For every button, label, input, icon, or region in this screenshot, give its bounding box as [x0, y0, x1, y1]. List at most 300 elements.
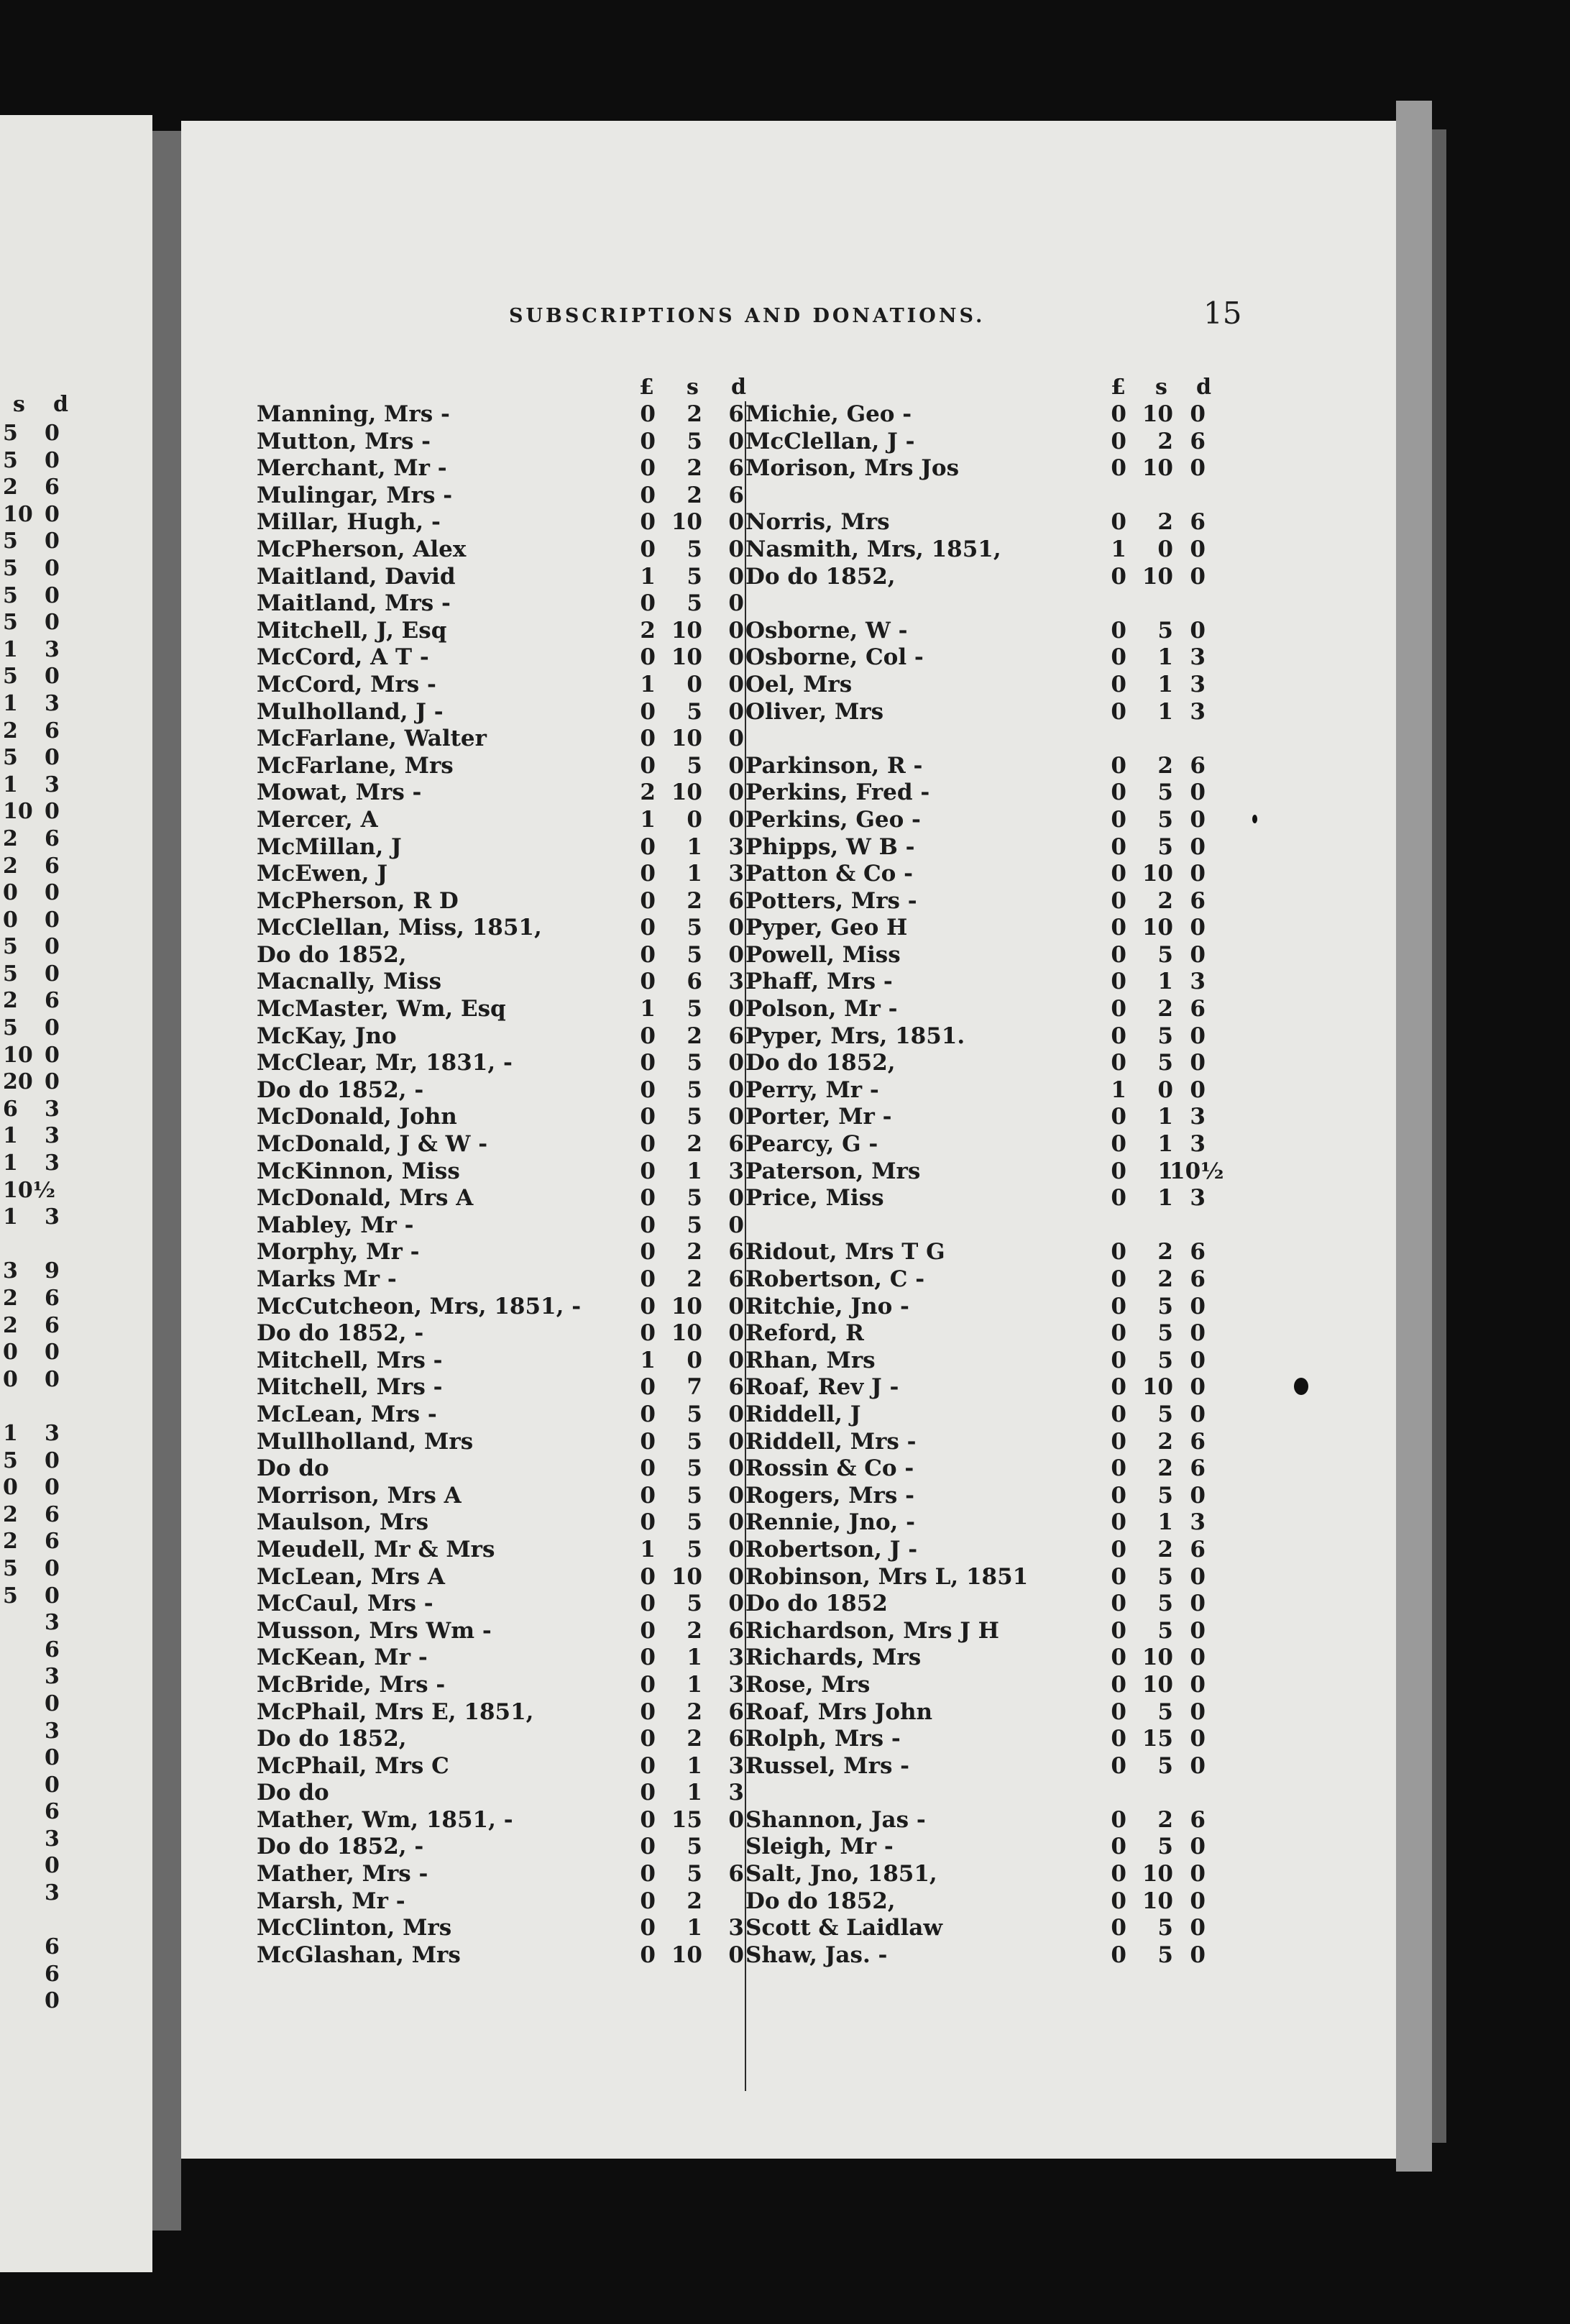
shillings-value: 6	[687, 969, 702, 995]
facing-pence-value: 3	[45, 1610, 60, 1636]
table-row	[257, 1807, 745, 1834]
table-row	[257, 969, 745, 996]
pence-value: 6	[728, 887, 744, 914]
pence-value: 0	[1190, 1320, 1206, 1347]
shillings-value: 5	[1157, 1563, 1173, 1590]
pounds-value: 0	[640, 455, 656, 482]
shillings-value: 5	[687, 1104, 702, 1130]
pounds-value: 0	[1111, 752, 1126, 779]
shillings-value: 2	[1157, 1536, 1173, 1563]
table-row	[745, 1941, 1206, 1970]
shillings-value: 1	[687, 1644, 702, 1671]
pence-value: 0	[1190, 1888, 1206, 1914]
subscriber-name: Osborne, Col -	[745, 644, 924, 671]
facing-pence-value: 6	[45, 1799, 60, 1825]
shillings-value: 5	[687, 1212, 702, 1238]
pounds-value: 0	[640, 1239, 656, 1266]
pounds-value: 0	[640, 1563, 656, 1590]
table-row	[257, 1212, 745, 1240]
facing-page-row	[0, 1421, 152, 1448]
facing-shilling-value: 0	[3, 907, 18, 933]
pound-header: £	[639, 375, 654, 400]
subscriber-name: McKinnon, Miss	[257, 1158, 460, 1184]
table-row	[745, 1428, 1206, 1456]
shillings-value: 2	[1157, 428, 1173, 454]
facing-page-row	[0, 1853, 152, 1880]
shillings-value: 2	[687, 401, 702, 427]
pounds-value: 0	[640, 969, 656, 995]
facing-pence-value: 6	[45, 1286, 60, 1311]
shillings-value: 2	[1157, 996, 1173, 1023]
pounds-value: 0	[1111, 1861, 1126, 1888]
table-row	[257, 644, 745, 672]
facing-shilling-value: 5	[3, 664, 18, 690]
facing-page-row	[0, 1340, 152, 1367]
table-row	[257, 1942, 745, 1970]
table-row	[257, 1483, 745, 1510]
table-row	[257, 779, 745, 807]
pence-value: 0	[728, 1591, 744, 1617]
pence-value: 0	[1190, 833, 1206, 860]
pence-value: 6	[728, 1239, 744, 1266]
shillings-value: 2	[1157, 1428, 1173, 1455]
shillings-value: 2	[687, 1698, 702, 1725]
pounds-value: 0	[1111, 1023, 1126, 1049]
shillings-value: 1	[1157, 1509, 1173, 1536]
pence-value: 0	[1190, 1941, 1206, 1968]
table-row	[257, 1644, 745, 1672]
facing-pence-value: 3	[45, 1826, 60, 1852]
pounds-value: 0	[1111, 1644, 1126, 1671]
subscriber-name: Morison, Mrs Jos	[745, 455, 960, 482]
pounds-value: 0	[1111, 1374, 1126, 1401]
pence-value: 0	[728, 1347, 744, 1373]
subscriber-name: McDonald, Mrs A	[257, 1185, 474, 1212]
pence-value: 0	[1190, 1563, 1206, 1590]
pounds-value: 0	[640, 428, 656, 454]
pounds-value: 0	[640, 1698, 656, 1725]
table-row	[257, 834, 745, 861]
pence-value: 6	[1190, 887, 1206, 914]
facing-pence-value: 3	[45, 1664, 60, 1690]
table-row	[257, 618, 745, 645]
pounds-value: 0	[1111, 833, 1126, 860]
shillings-value: 2	[1157, 509, 1173, 536]
pounds-value: 0	[640, 1131, 656, 1158]
pounds-value: 0	[1111, 887, 1126, 914]
table-row	[257, 1699, 745, 1726]
pence-value: 0	[1190, 1293, 1206, 1319]
facing-pence-value: 0	[45, 1340, 60, 1365]
shillings-value: 5	[1157, 617, 1173, 644]
pence-value: 6	[1190, 1239, 1206, 1266]
shillings-value: 5	[687, 1428, 702, 1455]
facing-shilling-value: 5	[3, 1555, 18, 1581]
facing-page-row	[0, 1475, 152, 1502]
pounds-value: 0	[1111, 1158, 1126, 1184]
pence-value: 6	[728, 1617, 744, 1644]
table-row	[745, 1482, 1206, 1510]
facing-shilling-value: 2	[3, 1529, 18, 1555]
subscriber-name: Mitchell, Mrs -	[257, 1347, 443, 1373]
pence-value: 0	[1190, 1050, 1206, 1076]
facing-page-row	[0, 1097, 152, 1124]
table-row	[257, 942, 745, 969]
table-row	[257, 1320, 745, 1348]
pounds-value: 0	[640, 509, 656, 536]
subscriber-name: McFarlane, Walter	[257, 726, 487, 752]
facing-shilling-value: 0	[3, 1475, 18, 1501]
pounds-value: 0	[1111, 941, 1126, 968]
pounds-value: 0	[640, 887, 656, 914]
pounds-value: 0	[1111, 1293, 1126, 1319]
facing-pence-value: 3	[45, 1420, 60, 1446]
pence-value: 6	[728, 482, 744, 508]
pounds-value: 0	[640, 1374, 656, 1401]
pence-value: 0	[728, 509, 744, 536]
facing-pence-value: 0	[45, 1691, 60, 1716]
facing-page-row	[0, 961, 152, 989]
table-row	[745, 1915, 1206, 1942]
facing-pence-value: 6	[45, 1529, 60, 1555]
shillings-value: 5	[687, 1509, 702, 1536]
pence-value: 6	[1190, 1266, 1206, 1292]
shillings-value: 5	[1157, 1347, 1173, 1373]
subscriber-name: McCord, A T -	[257, 644, 429, 671]
pence-value: 3	[1190, 671, 1206, 697]
subscriber-name: Oliver, Mrs	[745, 698, 884, 725]
pence-value: 0	[1190, 1726, 1206, 1752]
facing-page-row	[0, 718, 152, 746]
facing-page-row	[0, 1502, 152, 1529]
facing-shilling-value: 0	[3, 880, 18, 906]
facing-page-row	[0, 826, 152, 854]
facing-pence-value: 6	[45, 853, 60, 879]
shillings-value: 1	[1157, 1104, 1173, 1130]
page-number: 15	[1203, 296, 1242, 331]
shillings-value: 5	[687, 563, 702, 590]
facing-page-row	[0, 556, 152, 583]
pounds-value: 0	[640, 752, 656, 779]
facing-shilling-value: 10½	[3, 1177, 56, 1203]
table-row	[745, 1374, 1206, 1401]
shillings-value: 2	[1157, 887, 1173, 914]
pounds-value: 1	[640, 563, 656, 590]
shillings-value: 2	[1157, 1806, 1173, 1833]
subscriber-name: Rose, Mrs	[745, 1671, 871, 1698]
pounds-value: 0	[640, 1726, 656, 1752]
shillings-value: 2	[687, 1888, 702, 1914]
subscriber-list-right	[745, 401, 1224, 1969]
facing-pence-value: 3	[45, 1123, 60, 1149]
pence-value: 3	[1190, 698, 1206, 725]
shillings-value: 2	[687, 1023, 702, 1049]
facing-page-row	[0, 854, 152, 881]
pence-value: 0	[1190, 1617, 1206, 1644]
pounds-value: 0	[640, 915, 656, 941]
pounds-value: 1	[640, 1536, 656, 1563]
subscriber-name: Potters, Mrs -	[745, 887, 917, 914]
pounds-value: 0	[1111, 455, 1126, 482]
table-row	[745, 563, 1206, 591]
shilling-header: s	[1155, 375, 1167, 400]
facing-page-row	[0, 529, 152, 556]
pence-value: 0	[1190, 617, 1206, 644]
pounds-value: 0	[640, 1212, 656, 1238]
pounds-value: 0	[640, 1941, 656, 1968]
pence-value: 0	[1190, 1482, 1206, 1509]
subscriber-name: McCutcheon, Mrs, 1851, -	[257, 1293, 582, 1319]
subscriber-name: Mulholland, J -	[257, 698, 444, 725]
pounds-value: 0	[640, 644, 656, 671]
subscriber-name: McKean, Mr -	[257, 1644, 428, 1671]
pence-value: 3	[728, 1752, 744, 1779]
pence-value: 6	[728, 401, 744, 427]
shillings-value: 10	[1142, 455, 1173, 482]
facing-shilling-value: 2	[3, 825, 18, 851]
shillings-value: 10	[1142, 563, 1173, 590]
subscriber-name: Do do 1852, -	[257, 1076, 424, 1103]
pounds-value: 0	[640, 590, 656, 617]
pounds-value: 0	[1111, 617, 1126, 644]
pence-value: 0	[728, 806, 744, 833]
shillings-value: 1	[687, 1752, 702, 1779]
subscriber-name: McCaul, Mrs -	[257, 1591, 433, 1617]
pence-value: 0	[728, 915, 744, 941]
subscriber-name: Nasmith, Mrs, 1851,	[745, 536, 1001, 562]
subscriber-name: Do do 1852, -	[257, 1834, 424, 1860]
shillings-value: 5	[687, 1834, 702, 1860]
table-row	[745, 1861, 1206, 1888]
shillings-value: 10	[1142, 915, 1173, 941]
facing-shilling-value: 2	[3, 1286, 18, 1311]
shillings-value: 5	[687, 996, 702, 1023]
facing-page-amounts	[0, 421, 152, 2016]
subscriber-name: Sleigh, Mr -	[745, 1834, 894, 1860]
pence-value: 3	[728, 1780, 744, 1806]
facing-shilling-value: 2	[3, 1312, 18, 1338]
table-row	[257, 482, 745, 510]
pounds-value: 0	[640, 1158, 656, 1184]
table-row	[745, 482, 1184, 510]
pounds-value: 0	[640, 482, 656, 508]
table-row	[257, 1834, 745, 1861]
facing-pence-value: 0	[45, 1042, 60, 1068]
facing-page-row	[0, 1204, 152, 1232]
shillings-value: 5	[687, 698, 702, 725]
shillings-value: 1	[687, 1915, 702, 1941]
pounds-value: 0	[1111, 1698, 1126, 1725]
table-row	[257, 699, 745, 726]
facing-page-row	[0, 1826, 152, 1854]
ink-blot	[1294, 1378, 1308, 1395]
subscriber-name: McMaster, Wm, Esq	[257, 996, 506, 1023]
pence-value: 0	[728, 752, 744, 779]
table-row	[257, 1401, 745, 1429]
subscriber-name: Marsh, Mr -	[257, 1888, 405, 1914]
facing-shilling-value: 5	[3, 529, 18, 554]
facing-pence-value: 3	[45, 1880, 60, 1906]
facing-pence-value: 6	[45, 1637, 60, 1662]
table-row	[257, 1564, 745, 1591]
table-row	[257, 1780, 745, 1807]
pence-value: 0	[1190, 1671, 1206, 1698]
subscriber-name: McPherson, R D	[257, 887, 459, 914]
pounds-value: 0	[1111, 996, 1126, 1023]
pence-value: 6	[1190, 1806, 1206, 1833]
pence-value: 0	[728, 617, 744, 644]
facing-page-row	[0, 1637, 152, 1665]
shillings-value: 5	[687, 1482, 702, 1509]
table-row	[745, 1347, 1206, 1375]
pence-value: 0	[728, 671, 744, 697]
shillings-value: 5	[687, 915, 702, 941]
subscriber-name: Mutton, Mrs -	[257, 428, 431, 454]
subscriber-name: Norris, Mrs	[745, 509, 890, 536]
pounds-value: 0	[1111, 1131, 1126, 1158]
pence-value: 0	[728, 563, 744, 590]
pence-value: 0	[728, 1455, 744, 1482]
pounds-value: 0	[640, 1050, 656, 1076]
shillings-value: 5	[1157, 833, 1173, 860]
table-row	[745, 644, 1206, 672]
pounds-value: 0	[1111, 1266, 1126, 1292]
table-row	[257, 1509, 745, 1537]
shillings-value: 1	[687, 861, 702, 887]
shillings-value: 5	[1157, 1482, 1173, 1509]
pounds-value: 0	[640, 1752, 656, 1779]
table-row	[257, 1185, 745, 1212]
pounds-value: 1	[1111, 536, 1126, 562]
pence-value: 0	[1190, 536, 1206, 562]
table-row	[745, 861, 1206, 888]
pence-value: 0	[1190, 779, 1206, 806]
facing-page-row	[0, 745, 152, 772]
shillings-value: 10	[1142, 1861, 1173, 1888]
subscriber-name: Scott & Laidlaw	[745, 1915, 943, 1941]
pence-value: 6	[1190, 1536, 1206, 1563]
facing-page-row	[0, 1150, 152, 1178]
facing-page-row	[0, 772, 152, 800]
subscriber-name: Salt, Jno, 1851,	[745, 1861, 937, 1888]
facing-page-row	[0, 1258, 152, 1286]
facing-page-row	[0, 1880, 152, 1908]
pence-value: 3	[1190, 969, 1206, 995]
subscriber-name: Perkins, Geo -	[745, 806, 921, 833]
facing-shilling-value: 1	[3, 772, 18, 797]
shillings-value: 5	[1157, 1752, 1173, 1779]
table-row	[745, 1509, 1206, 1537]
pence-value: 0	[728, 698, 744, 725]
shillings-value: 10	[671, 644, 702, 671]
table-row	[745, 1671, 1206, 1699]
table-row	[257, 996, 745, 1023]
facing-page-row	[0, 421, 152, 448]
pounds-value: 0	[640, 1320, 656, 1347]
subscriber-name: Richardson, Mrs J H	[745, 1617, 999, 1644]
pence-value: 0	[728, 1076, 744, 1103]
table-row	[745, 1076, 1206, 1104]
shillings-value: 2	[1157, 752, 1173, 779]
pence-value: 0	[1190, 915, 1206, 941]
shillings-value: 0	[687, 806, 702, 833]
pounds-value: 0	[640, 1428, 656, 1455]
facing-shilling-value: 5	[3, 1583, 18, 1609]
subscriber-name: McLean, Mrs A	[257, 1563, 445, 1590]
subscriber-name: Mowat, Mrs -	[257, 779, 422, 806]
subscriber-name: Ritchie, Jno -	[745, 1293, 909, 1319]
facing-page-row	[0, 1745, 152, 1772]
facing-page-row	[0, 1313, 152, 1340]
pounds-value: 0	[1111, 806, 1126, 833]
shillings-value: 10	[671, 1941, 702, 1968]
pounds-value: 0	[640, 698, 656, 725]
subscriber-name: McClellan, Miss, 1851,	[257, 915, 542, 941]
table-row	[745, 752, 1206, 780]
table-row	[257, 1077, 745, 1104]
pence-value: 6	[1190, 428, 1206, 454]
shillings-value: 10	[1142, 401, 1173, 427]
shillings-value: 5	[1157, 1698, 1173, 1725]
facing-pence-value: 0	[45, 610, 60, 636]
facing-shilling-value: 5	[3, 582, 18, 608]
table-row	[745, 1320, 1206, 1348]
table-row	[257, 1374, 745, 1401]
pounds-value: 0	[1111, 915, 1126, 941]
table-row	[745, 1698, 1206, 1726]
pence-value: 6	[1190, 752, 1206, 779]
subscriber-name: Osborne, W -	[745, 617, 908, 644]
subscriber-name: McClear, Mr, 1831, -	[257, 1050, 513, 1076]
shillings-value: 10	[1142, 861, 1173, 887]
table-row	[257, 1672, 745, 1699]
pence-value: 0	[728, 1536, 744, 1563]
shillings-value: 5	[1157, 1401, 1173, 1427]
facing-pence-value: 0	[45, 1772, 60, 1798]
facing-shilling-value: 5	[3, 1447, 18, 1473]
facing-page-row	[0, 691, 152, 718]
subscriber-name: Mullholland, Mrs	[257, 1428, 474, 1455]
facing-page-row	[0, 475, 152, 502]
subscriber-name: Roaf, Mrs John	[745, 1698, 933, 1725]
shillings-value: 1	[687, 1158, 702, 1184]
shillings-value: 5	[687, 1591, 702, 1617]
facing-page-row	[0, 1610, 152, 1637]
table-row	[257, 1915, 745, 1942]
subscriber-name: Robinson, Mrs L, 1851	[745, 1563, 1029, 1590]
facing-page-row	[0, 448, 152, 475]
shillings-value: 2	[687, 1726, 702, 1752]
shillings-value: 5	[1157, 1050, 1173, 1076]
pounds-value: 0	[1111, 671, 1126, 697]
subscriber-name: Do do 1852,	[257, 1726, 407, 1752]
facing-shilling-value: 5	[3, 745, 18, 771]
subscriber-name: Pyper, Geo H	[745, 915, 908, 941]
facing-page-row	[0, 988, 152, 1015]
facing-page-row	[0, 1934, 152, 1962]
page-edge-shadow	[1432, 129, 1446, 2143]
shillings-value: 5	[687, 1861, 702, 1888]
subscriber-name: McKay, Jno	[257, 1023, 397, 1049]
facing-shilling-value: 5	[3, 934, 18, 960]
shillings-value: 1	[1157, 644, 1173, 671]
pounds-value: 0	[640, 1780, 656, 1806]
pence-value: 3	[728, 969, 744, 995]
subscriber-name: McLean, Mrs -	[257, 1401, 437, 1427]
pounds-value: 0	[640, 1617, 656, 1644]
pounds-value: 0	[640, 861, 656, 887]
subscriber-name: McDonald, John	[257, 1104, 457, 1130]
